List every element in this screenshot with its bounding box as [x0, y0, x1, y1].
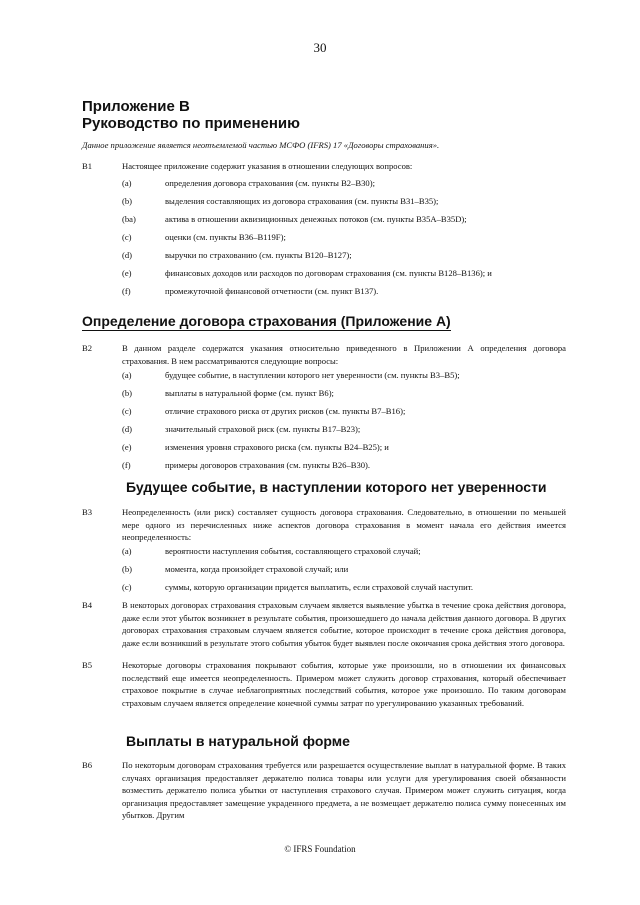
list-item-text: суммы, которую организации придется выплатить, если страховой случай наступит.	[165, 582, 474, 592]
page-number: 30	[313, 40, 327, 55]
section-heading: Будущее событие, в наступлении которого нет уверенности	[126, 479, 547, 495]
list-item	[122, 406, 566, 418]
appendix-note: Данное приложение является неотъемлемой частью МСФО (IFRS) 17 «Договоры страхования».	[82, 140, 440, 150]
list-item-label: (a)	[122, 546, 132, 556]
paragraph-b2	[82, 342, 566, 367]
list-item	[122, 388, 566, 400]
paragraph-number: B1	[82, 161, 93, 171]
list-item	[122, 546, 566, 558]
list-item	[122, 424, 566, 436]
list-item-label: (f)	[122, 460, 131, 470]
paragraph-number: B3	[82, 507, 93, 517]
section-heading: Выплаты в натуральной форме	[126, 733, 350, 749]
list-item	[122, 370, 566, 382]
list-item-label: (b)	[122, 196, 133, 206]
list-item-text: финансовых доходов или расходов по договорам страхования (см. пункты B128–B136); и	[165, 268, 492, 278]
list-item	[122, 460, 566, 472]
list-item	[122, 582, 566, 594]
list-item-text: значительный страховой риск (см. пункты B17–B23);	[165, 424, 361, 434]
list-item	[122, 250, 566, 262]
copyright-footer: © IFRS Foundation	[284, 844, 356, 854]
paragraph-number: B5	[82, 660, 93, 670]
list-item	[122, 286, 566, 298]
paragraph-number: B2	[82, 343, 93, 353]
list-item-text: промежуточной финансовой отчетности (см. пункт B137).	[165, 286, 379, 296]
list-item-label: (e)	[122, 268, 132, 278]
appendix-title-line-2: Руководство по применению	[82, 115, 300, 132]
paragraph-number: B6	[82, 760, 93, 770]
list-item-label: (a)	[122, 370, 132, 380]
list-item-text: оценки (см. пункты B36–B119F);	[165, 232, 286, 242]
list-item-text: будущее событие, в наступлении которого нет уверенности (см. пункты B3–B5);	[165, 370, 460, 380]
paragraph-text: Некоторые договоры страхования покрывают события, которые уже произошли, но в отношении их финансовых последствий еще имеется неопределенность. Примером может служить договор страхования, который обеспечивает страховое покрытие в случае неблагоприятных последствий события, которое уже произошло. По таким договорам страховым случаем является определение конечной суммы затрат по урегулированию указанных требований.	[122, 660, 566, 708]
list-item-text: примеры договоров страхования (см. пункты B26–B30).	[165, 460, 371, 470]
paragraph-text: В данном разделе содержатся указания относительно приведенного в Приложении А определения договора страхования. В нем рассматриваются следующие вопросы:	[122, 343, 566, 366]
list-item	[122, 214, 566, 226]
list-item-label: (b)	[122, 564, 133, 574]
paragraph-b6	[82, 759, 566, 822]
list-item-label: (b)	[122, 388, 133, 398]
list-item-label: (ba)	[122, 214, 136, 224]
list-item-label: (c)	[122, 582, 132, 592]
paragraph-b1	[82, 160, 566, 173]
list-item-text: актива в отношении аквизиционных денежных потоков (см. пункты B35A–B35D);	[165, 214, 467, 224]
section-heading: Определение договора страхования (Приложение А)	[82, 313, 451, 329]
paragraph-b3	[82, 506, 566, 544]
list-item-text: отличие страхового риска от других рисков (см. пункты B7–B16);	[165, 406, 406, 416]
list-item	[122, 232, 566, 244]
list-item	[122, 196, 566, 208]
list-item-text: определения договора страхования (см. пункты B2–B30);	[165, 178, 375, 188]
list-b2	[122, 370, 566, 472]
paragraph-number: B4	[82, 600, 93, 610]
paragraph-b4	[82, 599, 566, 649]
list-b1	[122, 178, 566, 298]
paragraph-text: В некоторых договорах страхования страховым случаем является выявление убытка в течение срока действия договора, даже если этот убыток возникнет в результате события, произошедшего до начала действия данного договора. В других договорах страхования страховым случаем является событие, которое происходит в течение срока действия договора, даже если возникший в результате этого события убыток будет выявлен после окончания срока действия этого договора.	[122, 600, 566, 648]
list-item-text: вероятности наступления события, составляющего страховой случай;	[165, 546, 421, 556]
list-b3	[122, 546, 566, 594]
list-item-label: (c)	[122, 406, 132, 416]
list-item	[122, 268, 566, 280]
paragraph-text: Неопределенность (или риск) составляет сущность договора страхования. Следовательно, в отношении по меньшей мере одного из перечисленных ниже аспектов договора страхования в момент начала его действия имеется неопределенность:	[122, 507, 566, 543]
list-item	[122, 178, 566, 190]
list-item-label: (d)	[122, 424, 133, 434]
list-item-text: выделения составляющих из договора страхования (см. пункты B31–B35);	[165, 196, 439, 206]
list-item-text: выплаты в натуральной форме (см. пункт B6);	[165, 388, 334, 398]
list-item	[122, 564, 566, 576]
list-item-label: (c)	[122, 232, 132, 242]
appendix-title-line-1: Приложение В	[82, 98, 190, 115]
list-item-text: выручки по страхованию (см. пункты B120–B127);	[165, 250, 352, 260]
list-item-text: момента, когда произойдет страховой случай; или	[165, 564, 349, 574]
list-item-label: (a)	[122, 178, 132, 188]
list-item-label: (e)	[122, 442, 132, 452]
appendix-title	[82, 98, 300, 132]
list-item	[122, 442, 566, 454]
list-item-text: изменения уровня страхового риска (см. пункты B24–B25); и	[165, 442, 389, 452]
list-item-label: (d)	[122, 250, 133, 260]
paragraph-text: Настоящее приложение содержит указания в отношении следующих вопросов:	[122, 161, 413, 171]
paragraph-text: По некоторым договорам страхования требуется или разрешается осуществление выплат в натуральной форме. В таких случаях организация предоставляет держателю полиса товары или услуги для урегулирования своей обязанности возместить держателю полиса убытки от наступления страхового случая. Примером может служить ситуация, когда организация предоставляет замещение украденного предмета, а не возмещает держателю полиса сумму понесенных им убытков. Другим	[122, 760, 566, 821]
list-item-label: (f)	[122, 286, 131, 296]
paragraph-b5	[82, 659, 566, 709]
